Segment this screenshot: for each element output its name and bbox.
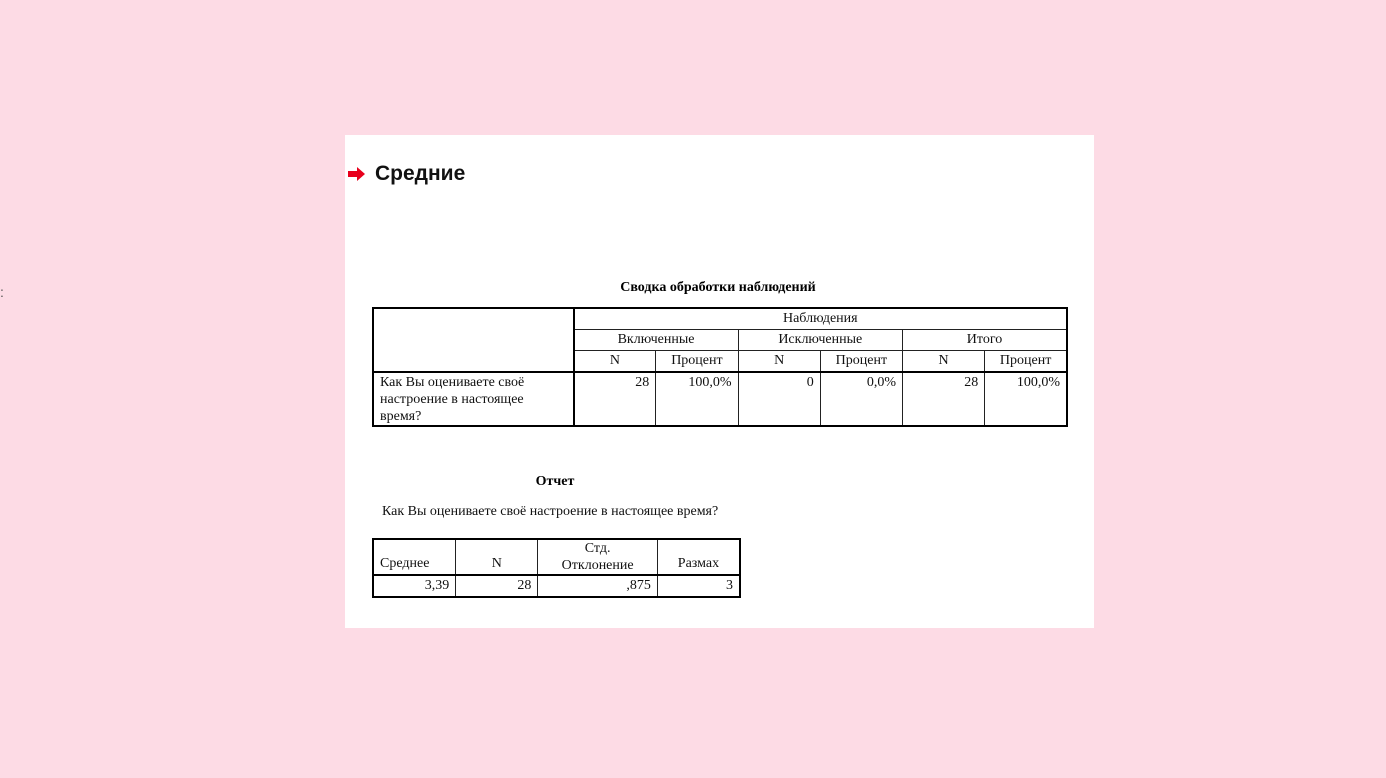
output-panel	[345, 135, 1094, 628]
report-table	[372, 538, 741, 598]
report-subtitle: Как Вы оцениваете своё настроение в настоящее время?	[382, 504, 719, 519]
group-excluded: Исключенные	[738, 330, 902, 351]
col-header: Процент	[656, 351, 738, 373]
col-header-range: Размах	[657, 539, 740, 575]
cell-std: ,875	[538, 575, 657, 597]
summary-table	[372, 307, 1068, 427]
section-heading	[348, 162, 465, 186]
col-header-n: N	[456, 539, 538, 575]
table-row	[373, 372, 1067, 426]
cell-value: 28	[903, 372, 985, 426]
col-header: N	[574, 351, 656, 373]
summary-table-title: Сводка обработки наблюдений	[620, 280, 816, 295]
cell-value: 28	[574, 372, 656, 426]
cell-value: 100,0%	[985, 372, 1067, 426]
cell-value: 100,0%	[656, 372, 738, 426]
col-header: Процент	[820, 351, 902, 373]
col-header-mean: Среднее	[373, 539, 456, 575]
cell-range: 3	[657, 575, 740, 597]
group-total: Итого	[903, 330, 1068, 351]
section-title: Средние	[375, 162, 466, 185]
report-table-title: Отчет	[535, 474, 575, 489]
col-header: N	[738, 351, 820, 373]
col-header: N	[903, 351, 985, 373]
side-mark: :	[0, 284, 4, 300]
std-line2: Отклонение	[561, 558, 634, 573]
cell-value: 0	[738, 372, 820, 426]
col-header-std	[538, 539, 657, 575]
cell-n: 28	[456, 575, 538, 597]
red-arrow-icon	[348, 167, 366, 181]
row-label: Как Вы оцениваете своё настроение в настоящее время?	[373, 372, 574, 426]
std-line1: Стд.	[584, 541, 611, 556]
table-row	[373, 575, 740, 597]
corner-cell	[373, 308, 574, 372]
group-header: Наблюдения	[574, 308, 1067, 330]
cell-value: 0,0%	[820, 372, 902, 426]
col-header: Процент	[985, 351, 1067, 373]
cell-mean: 3,39	[373, 575, 456, 597]
group-included: Включенные	[574, 330, 738, 351]
